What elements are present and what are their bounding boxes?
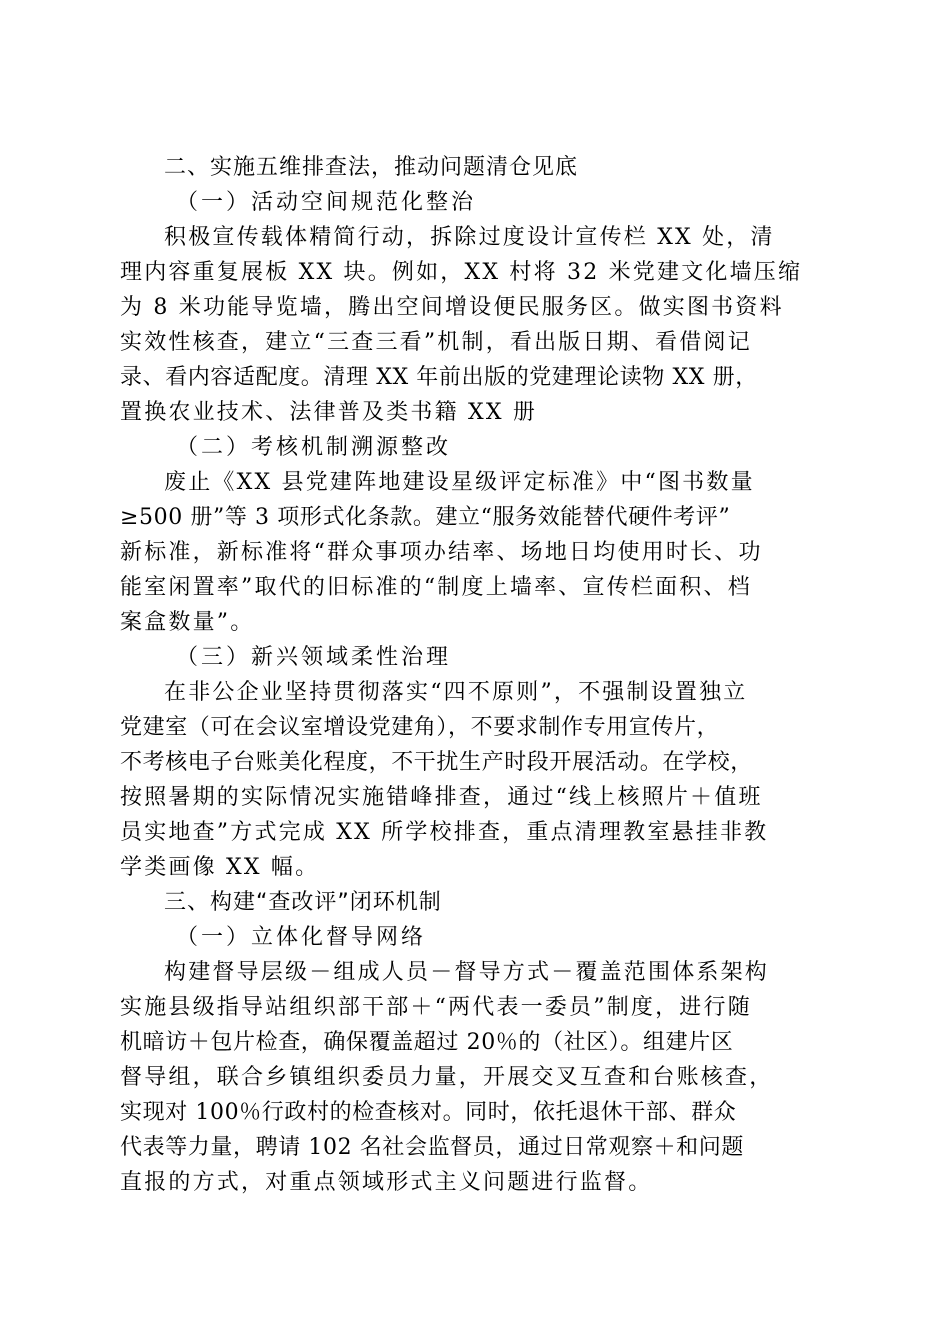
paragraph-line: 按照暑期的实际情况实施错峰排查，通过“线上核照片＋值班: [120, 785, 763, 810]
paragraph-line: 积极宣传载体精简行动，拆除过度设计宣传栏 XX 处，清: [164, 225, 775, 250]
paragraph-line: 党建室（可在会议室增设党建角），不要求制作专用宣传片，: [120, 715, 720, 740]
paragraph-line: 在非公企业坚持贯彻落实“四不原则”，不强制设置独立: [164, 680, 748, 705]
paragraph-line: 督导组，联合乡镇组织委员力量，开展交叉互查和台账核查，: [120, 1065, 774, 1090]
paragraph-line: 员实地查”方式完成 XX 所学校排查，重点清理教室悬挂非教: [120, 820, 769, 845]
paragraph-line: 代表等力量，聘请 102 名社会监督员，通过日常观察＋和问题: [120, 1135, 744, 1160]
paragraph-line: 实效性核查，建立“三查三看”机制，看出版日期、看借阅记: [120, 330, 752, 355]
paragraph-line: 录、看内容适配度。清理 XX 年前出版的党建理论读物 XX 册，: [120, 365, 758, 390]
paragraph-line: 置换农业技术、法律普及类书籍 XX 册: [120, 400, 538, 425]
paragraph-line: ≥500 册”等 3 项形式化条款。建立“服务效能替代硬件考评”: [120, 505, 731, 530]
paragraph-line: 学类画像 XX 幅。: [120, 855, 320, 880]
paragraph-line: 构建督导层级－组成人员－督导方式－覆盖范围体系架构: [164, 960, 770, 985]
paragraph-line: 废止《XX 县党建阵地建设星级评定标准》中“图书数量: [164, 470, 755, 495]
paragraph-line: 新标准，新标准将“群众事项办结率、场地日均使用时长、功: [120, 540, 763, 565]
subsection-2-heading: （二）考核机制溯源整改: [176, 435, 452, 460]
document-body: [120, 150, 832, 1200]
paragraph-line: 直报的方式，对重点领域形式主义问题进行监督。: [120, 1170, 653, 1195]
paragraph-line: 实施县级指导站组织部干部＋“两代表一委员”制度，进行随: [120, 995, 752, 1020]
subsection-3-heading: （三）新兴领域柔性治理: [176, 645, 452, 670]
subsection-4-heading: （一）立体化督导网络: [176, 925, 427, 950]
section-3-heading: 三、构建“查改评”闭环机制: [164, 890, 442, 915]
paragraph-line: 为 8 米功能导览墙，腾出空间增设便民服务区。做实图书资料: [120, 295, 784, 320]
paragraph-line: 不考核电子台账美化程度，不干扰生产时段开展活动。在学校，: [120, 750, 753, 775]
section-2-heading: 二、实施五维排查法，推动问题清仓见底: [164, 155, 579, 180]
paragraph-line: 能室闲置率”取代的旧标准的“制度上墙率、宣传栏面积、档: [120, 575, 752, 600]
subsection-1-heading: （一）活动空间规范化整治: [176, 190, 477, 215]
paragraph-line: 理内容重复展板 XX 块。例如，XX 村将 32 米党建文化墙压缩: [120, 260, 803, 285]
paragraph-line: 机暗访＋包片检查，确保覆盖超过 20％的（社区）。组建片区: [120, 1030, 734, 1055]
paragraph-line: 案盒数量”。: [120, 610, 255, 635]
paragraph-line: 实现对 100％行政村的检查核对。同时，依托退休干部、群众: [120, 1100, 737, 1125]
